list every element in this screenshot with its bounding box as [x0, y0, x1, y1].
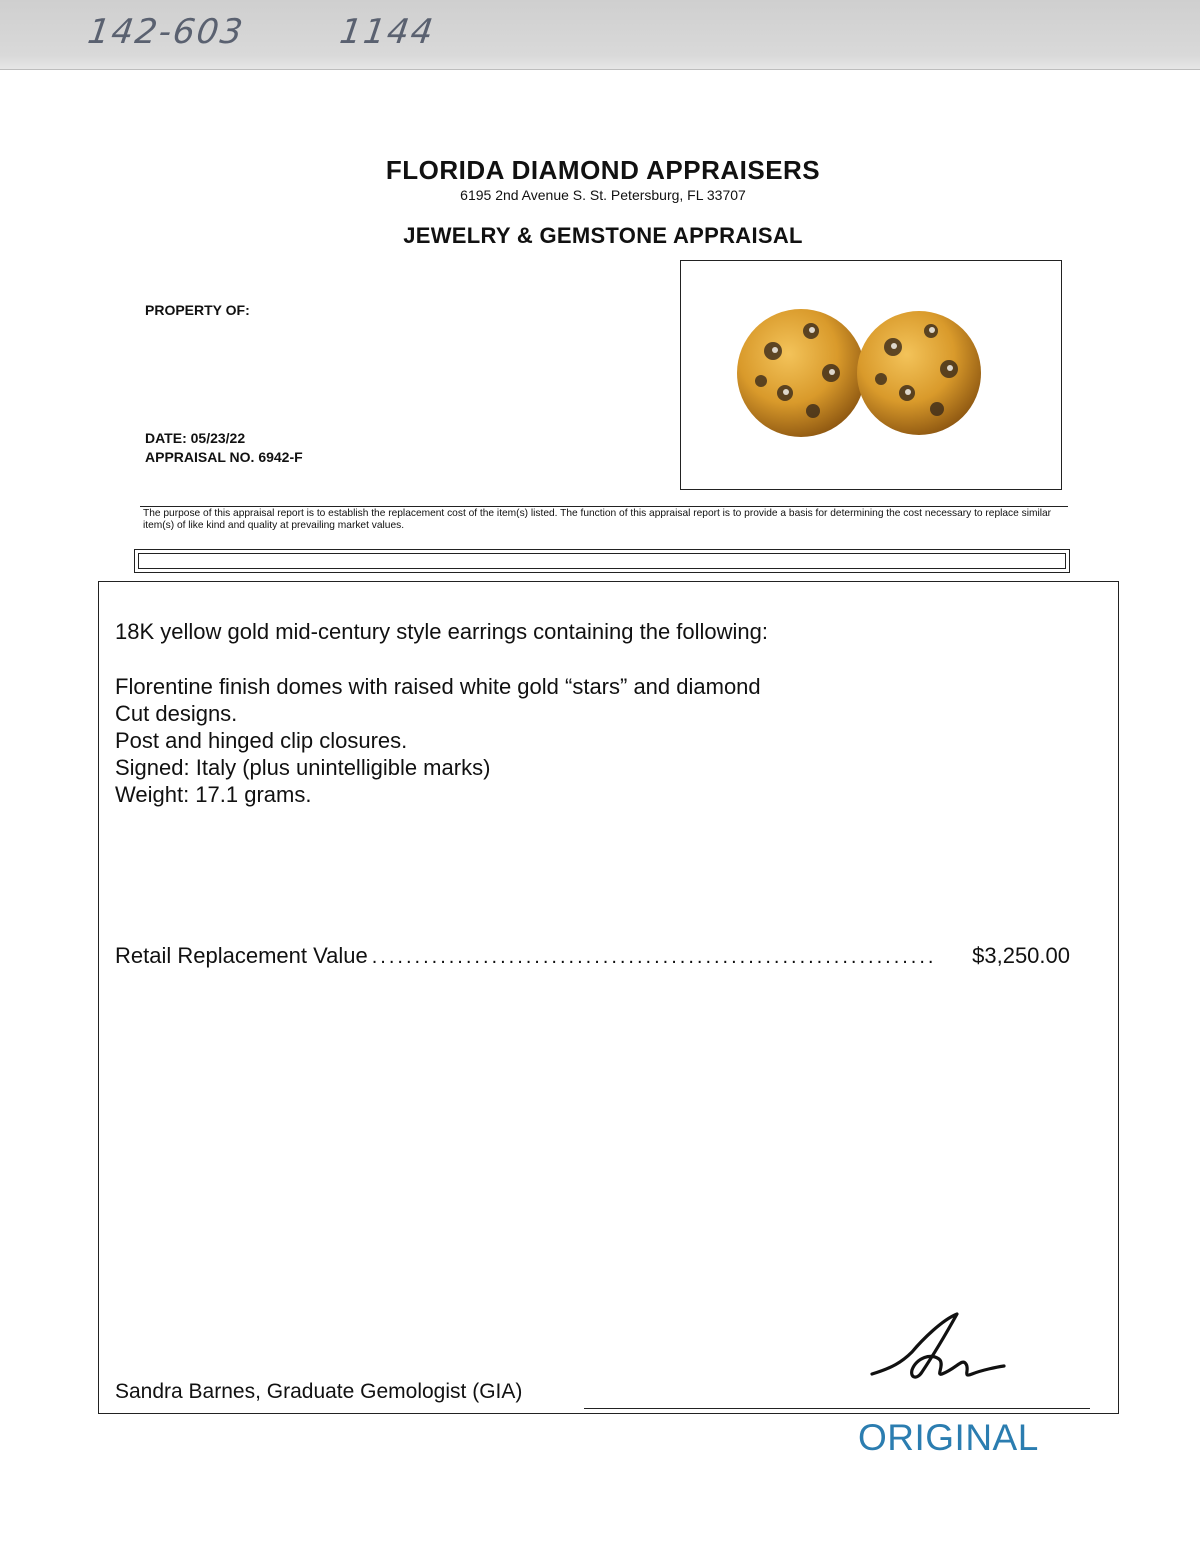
original-stamp: ORIGINAL — [858, 1417, 1039, 1458]
valuation-row — [115, 943, 1070, 969]
document-title: JEWELRY & GEMSTONE APPRAISAL — [403, 223, 803, 248]
left-earring — [737, 309, 865, 437]
signature-line — [584, 1408, 1090, 1409]
item-detail-line: Weight: 17.1 grams. — [115, 782, 312, 807]
company-name: FLORIDA DIAMOND APPRAISERS — [385, 155, 821, 185]
company-address: 6195 2nd Avenue S. St. Petersburg, FL 33707 — [460, 187, 746, 203]
item-details — [115, 673, 761, 808]
handwritten-note: 1144 — [337, 12, 438, 52]
right-earring — [857, 311, 981, 435]
item-detail-line: Cut designs. — [115, 701, 238, 726]
appraisal-number: APPRAISAL NO. 6942-F — [145, 449, 303, 465]
valuation-label: Retail Replacement Value — [115, 943, 368, 968]
double-border-bar — [134, 549, 1070, 573]
item-detail-line: Florentine finish domes with raised white gold “stars” and diamond — [115, 674, 761, 699]
leader-dots: .................................................................. — [371, 946, 937, 968]
appraisal-date: DATE: 05/23/22 — [145, 430, 246, 446]
divider — [140, 506, 1068, 507]
item-intro: 18K yellow gold mid-century style earrings containing the following: — [115, 619, 769, 644]
purpose-statement: The purpose of this appraisal report is to establish the replacement cost of the item(s) listed. The function of this appraisal report is to provide a basis for determining the cost necessary to replace similar item(s) of like kind and quality at prevailing market values. — [143, 508, 1052, 531]
double-border-inner — [138, 553, 1066, 569]
item-detail-line: Signed: Italy (plus unintelligible marks) — [115, 755, 491, 780]
item-detail-line: Post and hinged clip closures. — [115, 728, 408, 753]
valuation-amount: $3,250.00 — [972, 943, 1070, 968]
property-of-label: PROPERTY OF: — [145, 302, 250, 318]
item-photo — [680, 260, 1062, 490]
handwritten-note: 142-603 — [85, 12, 247, 52]
earrings-image — [681, 261, 1063, 491]
signer-name: Sandra Barnes, Graduate Gemologist (GIA) — [115, 1380, 523, 1403]
handwritten-signature — [862, 1312, 1012, 1392]
scan-header-strip — [0, 0, 1200, 70]
